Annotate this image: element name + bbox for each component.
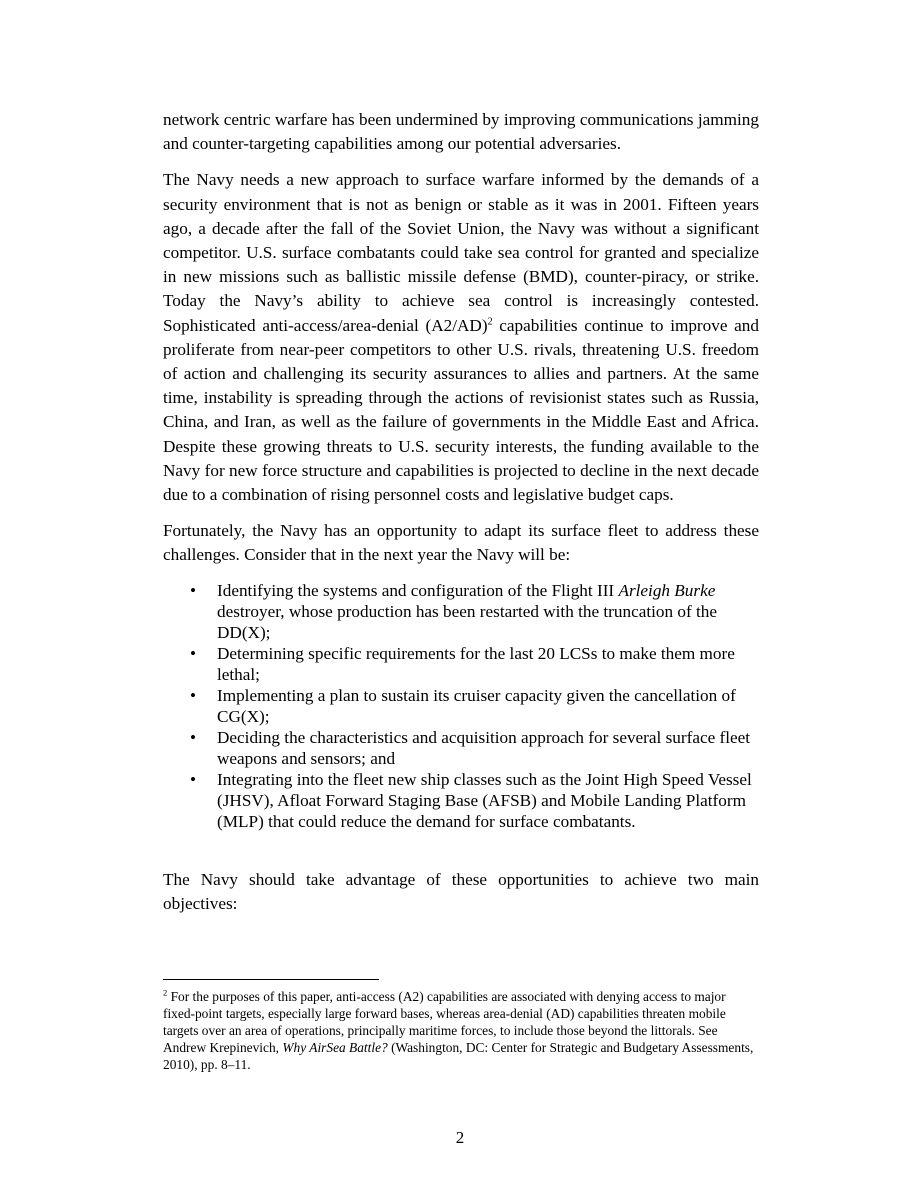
footnote-italic-title: Why AirSea Battle?	[282, 1040, 388, 1055]
list-item-5-text: Integrating into the fleet new ship classes such as the Joint High Speed Vessel (JHSV), Afloat Forward Staging Base (AFSB) and Mobile Landing Platform (MLP) that could reduce the demand for surface combatants.	[217, 769, 752, 831]
bullet-icon: •	[190, 643, 197, 663]
list-item-1-italic: Arleigh Burke	[618, 580, 716, 600]
bullet-icon: •	[190, 727, 197, 747]
paragraph-2-part-b: capabilities continue to improve and proliferate from near-peer competitors to other U.S. rivals, threatening U.S. freedom of action and challenging its security assurances to allies and partners. At the same time, instability is spreading through the actions of revisionist states such as Russia, China, and Iran, as well as the failure of governments in the Middle East and Africa. Despite these growing threats to U.S. security interests, the funding available to the Navy for new force structure and capabilities is projected to decline in the next decade due to a combination of rising personnel costs and legislative budget caps.	[163, 315, 759, 505]
paragraph-3: Fortunately, the Navy has an opportunity to adapt its surface fleet to address these challenges. Consider that in the next year the Navy will be:	[163, 521, 759, 565]
bullet-icon: •	[190, 685, 197, 705]
list-item-2-text: Determining specific requirements for the last 20 LCSs to make them more lethal;	[217, 643, 735, 684]
paragraph-2	[163, 168, 759, 507]
list-item	[190, 685, 759, 727]
bullet-list	[163, 580, 759, 832]
page-number: 2	[455, 1128, 465, 1147]
footnote	[163, 988, 759, 1073]
footnote-text-part-a: For the purposes of this paper, anti-access (A2) capabilities are associated with denying access to major fixed-point targets, especially large forward bases, whereas area-denial (AD) capabilities threaten mobile targets over an area of operations, principally maritime forces, to include those beyond the littorals. See Andrew Krepinevich,	[163, 989, 726, 1055]
paragraph-4: The Navy should take advantage of these opportunities to achieve two main objectives:	[163, 869, 759, 913]
bullet-icon: •	[190, 580, 197, 600]
list-item-4-text: Deciding the characteristics and acquisition approach for several surface fleet weapons and sensors; and	[217, 727, 751, 768]
document-body	[163, 108, 759, 916]
list-item-3-text: Implementing a plan to sustain its cruiser capacity given the cancellation of CG(X);	[217, 685, 736, 726]
list-item-1-part-a: Identifying the systems and configuration of the Flight III	[217, 580, 619, 600]
footnote-text-part-b: (Washington, DC: Center for Strategic and Budgetary Assessments, 2010), pp. 8–11.	[163, 1040, 754, 1072]
paragraph-2-part-a: The Navy needs a new approach to surface warfare informed by the demands of a security environment that is not as benign or stable as it was in 2001. Fifteen years ago, a decade after the fall of the Soviet Union, the Navy was without a significant competitor. U.S. surface combatants could take sea control for granted and specialize in new missions such as ballistic missile defense (BMD), counter-piracy, or strike. Today the Navy’s ability to achieve sea control is increasingly contested. Sophisticated anti-access/area-denial (A2/AD)	[163, 170, 759, 335]
footnote-separator	[163, 979, 379, 980]
paragraph-1: network centric warfare has been undermined by improving communications jamming and counter-targeting capabilities among our potential adversaries.	[163, 110, 759, 154]
list-item	[190, 643, 759, 685]
list-item	[190, 727, 759, 769]
bullet-icon: •	[190, 769, 197, 789]
list-item	[190, 580, 759, 643]
list-item	[190, 769, 759, 832]
footnote-reference[interactable]: 2	[487, 315, 493, 327]
list-item-1-part-b: destroyer, whose production has been restarted with the truncation of the DD(X);	[217, 601, 717, 642]
footnote-number: 2	[163, 987, 168, 998]
